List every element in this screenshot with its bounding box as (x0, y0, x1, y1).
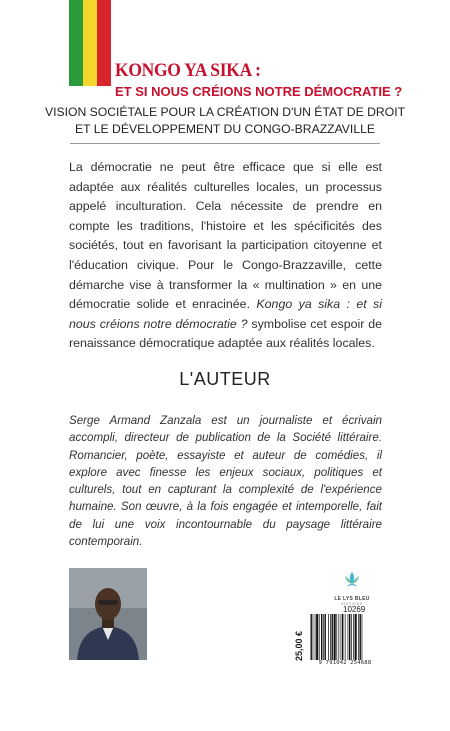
barcode-bar (321, 614, 322, 660)
barcode-bar (360, 614, 361, 660)
publisher-sub: ÉDITIONS (341, 602, 363, 606)
divider (70, 143, 380, 144)
title-line-1: KONGO YA SIKA : (115, 60, 261, 81)
barcode-bar (325, 614, 326, 660)
barcode-bar (345, 614, 346, 660)
publisher-name: LE LYS BLEU (334, 596, 370, 602)
publisher-code: 10269 (343, 605, 366, 614)
author-portrait-image (69, 568, 147, 660)
title-line-2: ET SI NOUS CRÉIONS NOTRE DÉMOCRATIE ? (115, 84, 403, 99)
congo-flag (69, 0, 111, 86)
subtitle-line-1: VISION SOCIÉTALE POUR LA CRÉATION D'UN ÉTAT DE DROIT (44, 105, 406, 119)
blurb-paragraph (69, 158, 382, 354)
flag-stripe-red (97, 0, 111, 86)
author-heading: L'AUTEUR (179, 369, 271, 389)
blurb-text-after: symbolise cet espoir de renaissance démocratique adaptée aux réalités locales. (69, 316, 382, 351)
barcode-bar (316, 614, 318, 660)
barcode-bar (328, 614, 329, 660)
barcode-bar (342, 614, 343, 660)
barcode-bar (336, 614, 337, 660)
barcode-bar (334, 614, 336, 660)
barcode-bar (353, 614, 354, 660)
barcode-bar (315, 614, 316, 660)
barcode-bar (351, 614, 352, 660)
barcode-bar (319, 614, 320, 660)
barcode-bar (362, 614, 363, 660)
blurb-text-before: La démocratie ne peut être efficace que si elle est adaptée aux réalités culturelles locales, un processus appelé inculturation. Cela nécessite de prendre en compte les traditions, l'histoire et les spécificités des sociétés, tout en favorisant la participation citoyenne et l'éducation civique. Pour le Congo-Brazzaville, cette démarche vise à transformer la « multination » en une démocratie solide et enracinée. (69, 160, 382, 312)
flag-stripe-yellow (83, 0, 97, 86)
isbn-digits: 9 791042 254688 (318, 660, 372, 666)
barcode-bar (332, 614, 333, 660)
barcode-bar (339, 614, 340, 660)
lily-icon (342, 570, 362, 590)
flag-stripe-green (69, 0, 83, 86)
barcode-bar (349, 614, 350, 660)
barcode-bar (330, 614, 331, 660)
book-subtitle (0, 104, 450, 138)
author-bio: Serge Armand Zanzala est un journaliste et écrivain accompli, directeur de publication de la Société littéraire. Romancier, poète, essayiste et auteur de comédies, il explore avec finesse les enjeux sociaux, politiques et culturels, tout en capturant la complexité de l'expérience humaine. Son œuvre, à la fois engagée et intemporelle, fait de lui une voix incontournable du paysage littéraire contemporain. (69, 414, 382, 549)
barcode-bar (358, 614, 359, 660)
barcode-bar (355, 614, 357, 660)
blurb-book-title: Kongo ya sika : et si nous créions notre démocratie ? (69, 297, 382, 331)
price: 25,00 € (294, 630, 304, 662)
book-title (115, 60, 430, 101)
author-photo (69, 568, 147, 660)
barcode-bar (311, 614, 312, 660)
barcode-bar (348, 614, 349, 660)
subtitle-line-2: ET LE DÉVELOPPEMENT DU CONGO-BRAZZAVILLE (74, 122, 376, 136)
publisher-logo (332, 570, 372, 606)
barcode (310, 614, 380, 660)
barcode-bar (323, 614, 324, 660)
barcode-bar (341, 614, 342, 660)
barcode-bar (313, 614, 314, 660)
